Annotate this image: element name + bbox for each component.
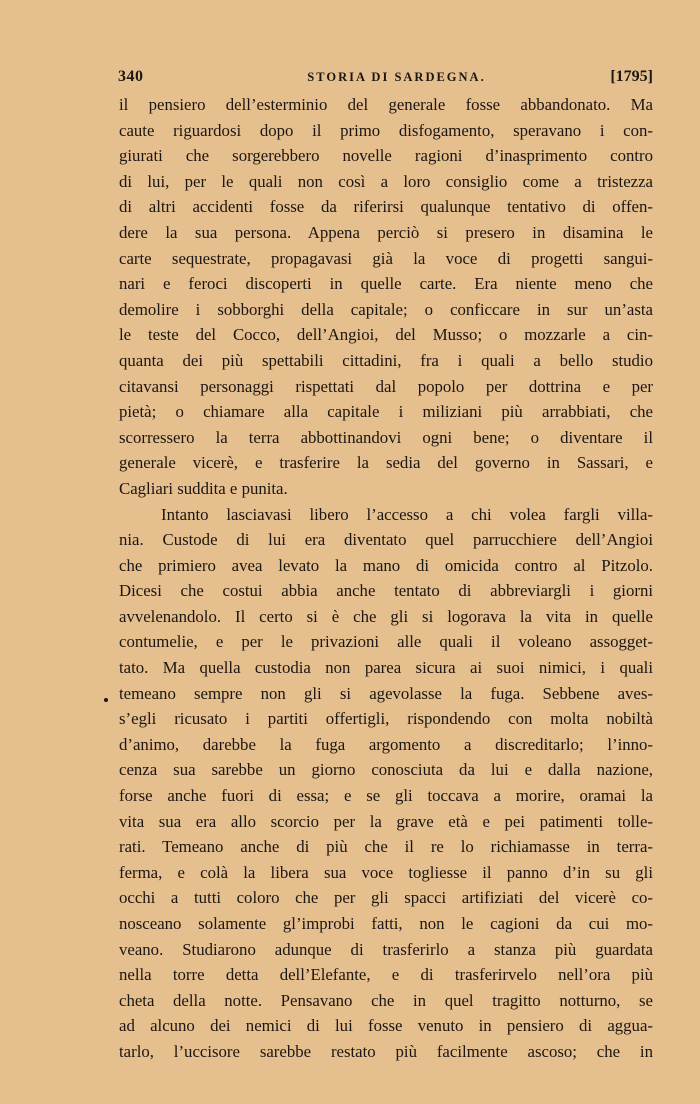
text-line: demolire i sobborghi della capitale; o conficcare in sur un’asta [119,299,653,319]
header-year: [1795] [610,68,653,85]
text-line: ferma, e colà la libera sua voce togliesse il panno d’in su gli [119,862,653,882]
text-line: Dicesi che costui abbia anche tentato di abbreviargli i giorni [119,581,653,601]
text-line: scorressero la terra abbottinandovi ogni bene; o diventare il [119,427,653,447]
text-line: quanta dei più spettabili cittadini, fra i quali a bello studio [119,350,653,370]
text-line: ad alcuno dei nemici di lui fosse venuto in pensiero di aggua- [119,1016,653,1036]
text-line: il pensiero dell’esterminio del generale fosse abbandonato. Ma [119,95,653,114]
text-line: caute riguardosi dopo il primo disfogamento, speravano i con- [119,120,653,140]
text-line: di lui, per le quali non così a loro consiglio come a tristezza [119,171,653,191]
text-line: rati. Temeano anche di più che il re lo richiamasse in terra- [119,837,653,857]
text-line: nosceano solamente gl’improbi fatti, non le cagioni da cui mo- [119,914,653,933]
text-line: cenza sua sarebbe un giorno conosciuta da lui e dalla nazione, [119,760,653,780]
text-line: cheta della notte. Pensavano che in quel tragitto notturno, se [119,990,653,1010]
text-line: tato. Ma quella custodia non parea sicura ai suoi nimici, i quali [119,658,653,678]
text-line: giurati che sorgerebbero novelle ragioni d’inasprimento contro [119,146,653,166]
text-line: pietà; o chiamare alla capitale i miliziani più arrabbiati, che [119,402,653,422]
text-line: carte sequestrate, propagavasi già la voce di progetti sangui- [119,248,653,268]
text-line: che primiero avea levato la mano di omicida contro al Pitzolo. [119,555,653,575]
text-line: dere la sua persona. Appena perciò si presero in disamina le [119,222,653,242]
text-line: contumelie, e per le privazioni alle quali il voleano assogget- [119,632,653,652]
paragraph-start-line: Intanto lasciavasi libero l’accesso a chi volea fargli villa- [161,504,653,524]
text-line: nia. Custode di lui era diventato quel parrucchiere dell’Angioi [119,530,653,550]
running-title: STORIA DI SARDEGNA. [307,70,486,84]
text-line: d’animo, darebbe la fuga argomento a discreditarlo; l’inno- [119,734,653,754]
text-line: veano. Studiarono adunque di trasferirlo a stanza più guardata [119,939,653,959]
text-line: occhi a tutti coloro che per gli spacci artifiziati del vicerè co- [119,888,653,908]
text-line: di altri accidenti fosse da riferirsi qualunque tentativo di offen- [119,197,653,217]
running-head [118,65,653,89]
text-line: tarlo, l’uccisore sarebbe restato più facilmente ascoso; che in [119,1041,653,1061]
body-text [119,92,653,1065]
text-line: citavansi personaggi rispettati dal popolo per dottrina e per [119,376,653,396]
text-line: generale vicerè, e trasferire la sedia del governo in Sassari, e [119,453,653,473]
text-line: vita sua era allo scorcio per la grave età e pei patimenti tolle- [119,811,653,831]
text-line: nari e feroci discoperti in quelle carte. Era niente meno che [119,274,653,294]
paragraph-end-line: Cagliari suddita e punita. [119,478,288,498]
text-line: nella torre detta dell’Elefante, e di trasferirvelo nell’ora più [119,965,653,985]
text-line: le teste del Cocco, dell’Angioi, del Musso; o mozzarle a cin- [119,325,653,345]
page-number: 340 [118,68,144,85]
text-line: temeano sempre non gli si agevolasse la fuga. Sebbene aves- [119,683,653,703]
text-line: s’egli ricusato i partiti offertigli, rispondendo con molta nobiltà [119,709,653,729]
text-line: avvelenandolo. Il certo si è che gli si logorava la vita in quelle [119,606,653,626]
text-line: forse anche fuori di essa; e se gli toccava a morire, oramai la [119,786,653,806]
margin-mark [104,698,108,702]
